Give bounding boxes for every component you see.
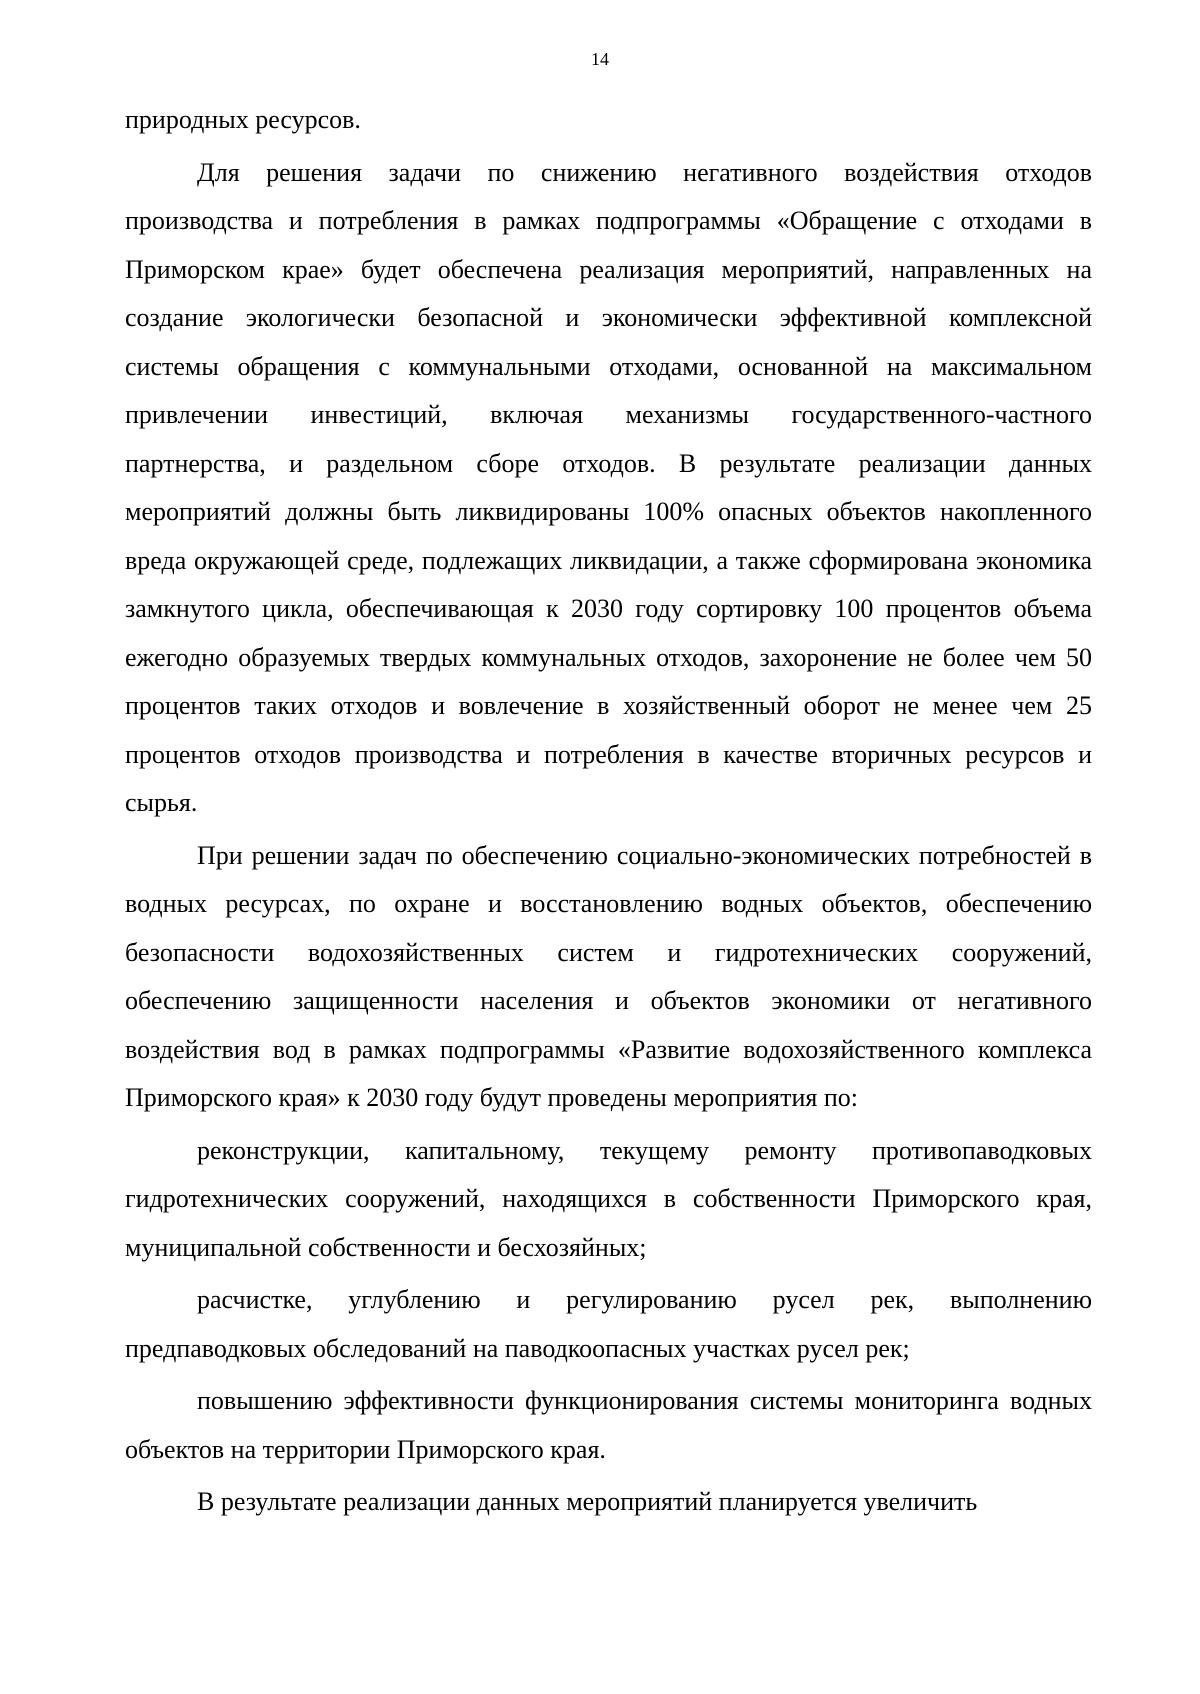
document-body — [125, 96, 1092, 1527]
paragraph-waste-management: Для решения задачи по снижению негативного воздействия отходов производства и потребления в рамках подпрограммы «Обращение с отходами в Приморском крае» будет обеспечена реализация мероприятий, направленных на создание экологически безопасной и экономически эффективной комплексной системы обращения с коммунальными отходами, основанной на максимальном привлечении инвестиций, включая механизмы государственного-частного партнерства, и раздельном сборе отходов. В результате реализации данных мероприятий должны быть ликвидированы 100% опасных объектов накопленного вреда окружающей среде, подлежащих ликвидации, а также сформирована экономика замкнутого цикла, обеспечивающая к 2030 году сортировку 100 процентов объема ежегодно образуемых твердых коммунальных отходов, захоронение не более чем 50 процентов таких отходов и вовлечение в хозяйственный оборот не менее чем 25 процентов отходов производства и потребления в качестве вторичных ресурсов и сырья. — [125, 157, 1092, 817]
page-number: 14 — [591, 49, 609, 69]
paragraph-results: В результате реализации данных мероприятий планируется увеличить — [197, 1487, 978, 1516]
paragraph-reconstruction: реконструкции, капитальному, текущему ремонту противопаводковых гидротехнических сооружений, находящихся в собственности Приморского края, муниципальной собственности и бесхозяйных; — [125, 1135, 1092, 1262]
paragraph-monitoring: повышению эффективности функционирования системы мониторинга водных объектов на территории Приморского края. — [125, 1386, 1092, 1464]
paragraph-river-clearing: расчистке, углублению и регулированию русел рек, выполнению предпаводковых обследований на паводкоопасных участках русел рек; — [125, 1285, 1092, 1363]
paragraph-continuation: природных ресурсов. — [125, 105, 361, 134]
paragraph-water-resources: При решении задач по обеспечению социально-экономических потребностей в водных ресурсах, по охране и восстановлению водных объектов, обеспечению безопасности водохозяйственных систем и гидротехнических сооружений, обеспечению защищенности населения и объектов экономики от негативного воздействия вод в рамках подпрограммы «Развитие водохозяйственного комплекса Приморского края» к 2030 году будут проведены мероприятия по: — [125, 840, 1092, 1112]
